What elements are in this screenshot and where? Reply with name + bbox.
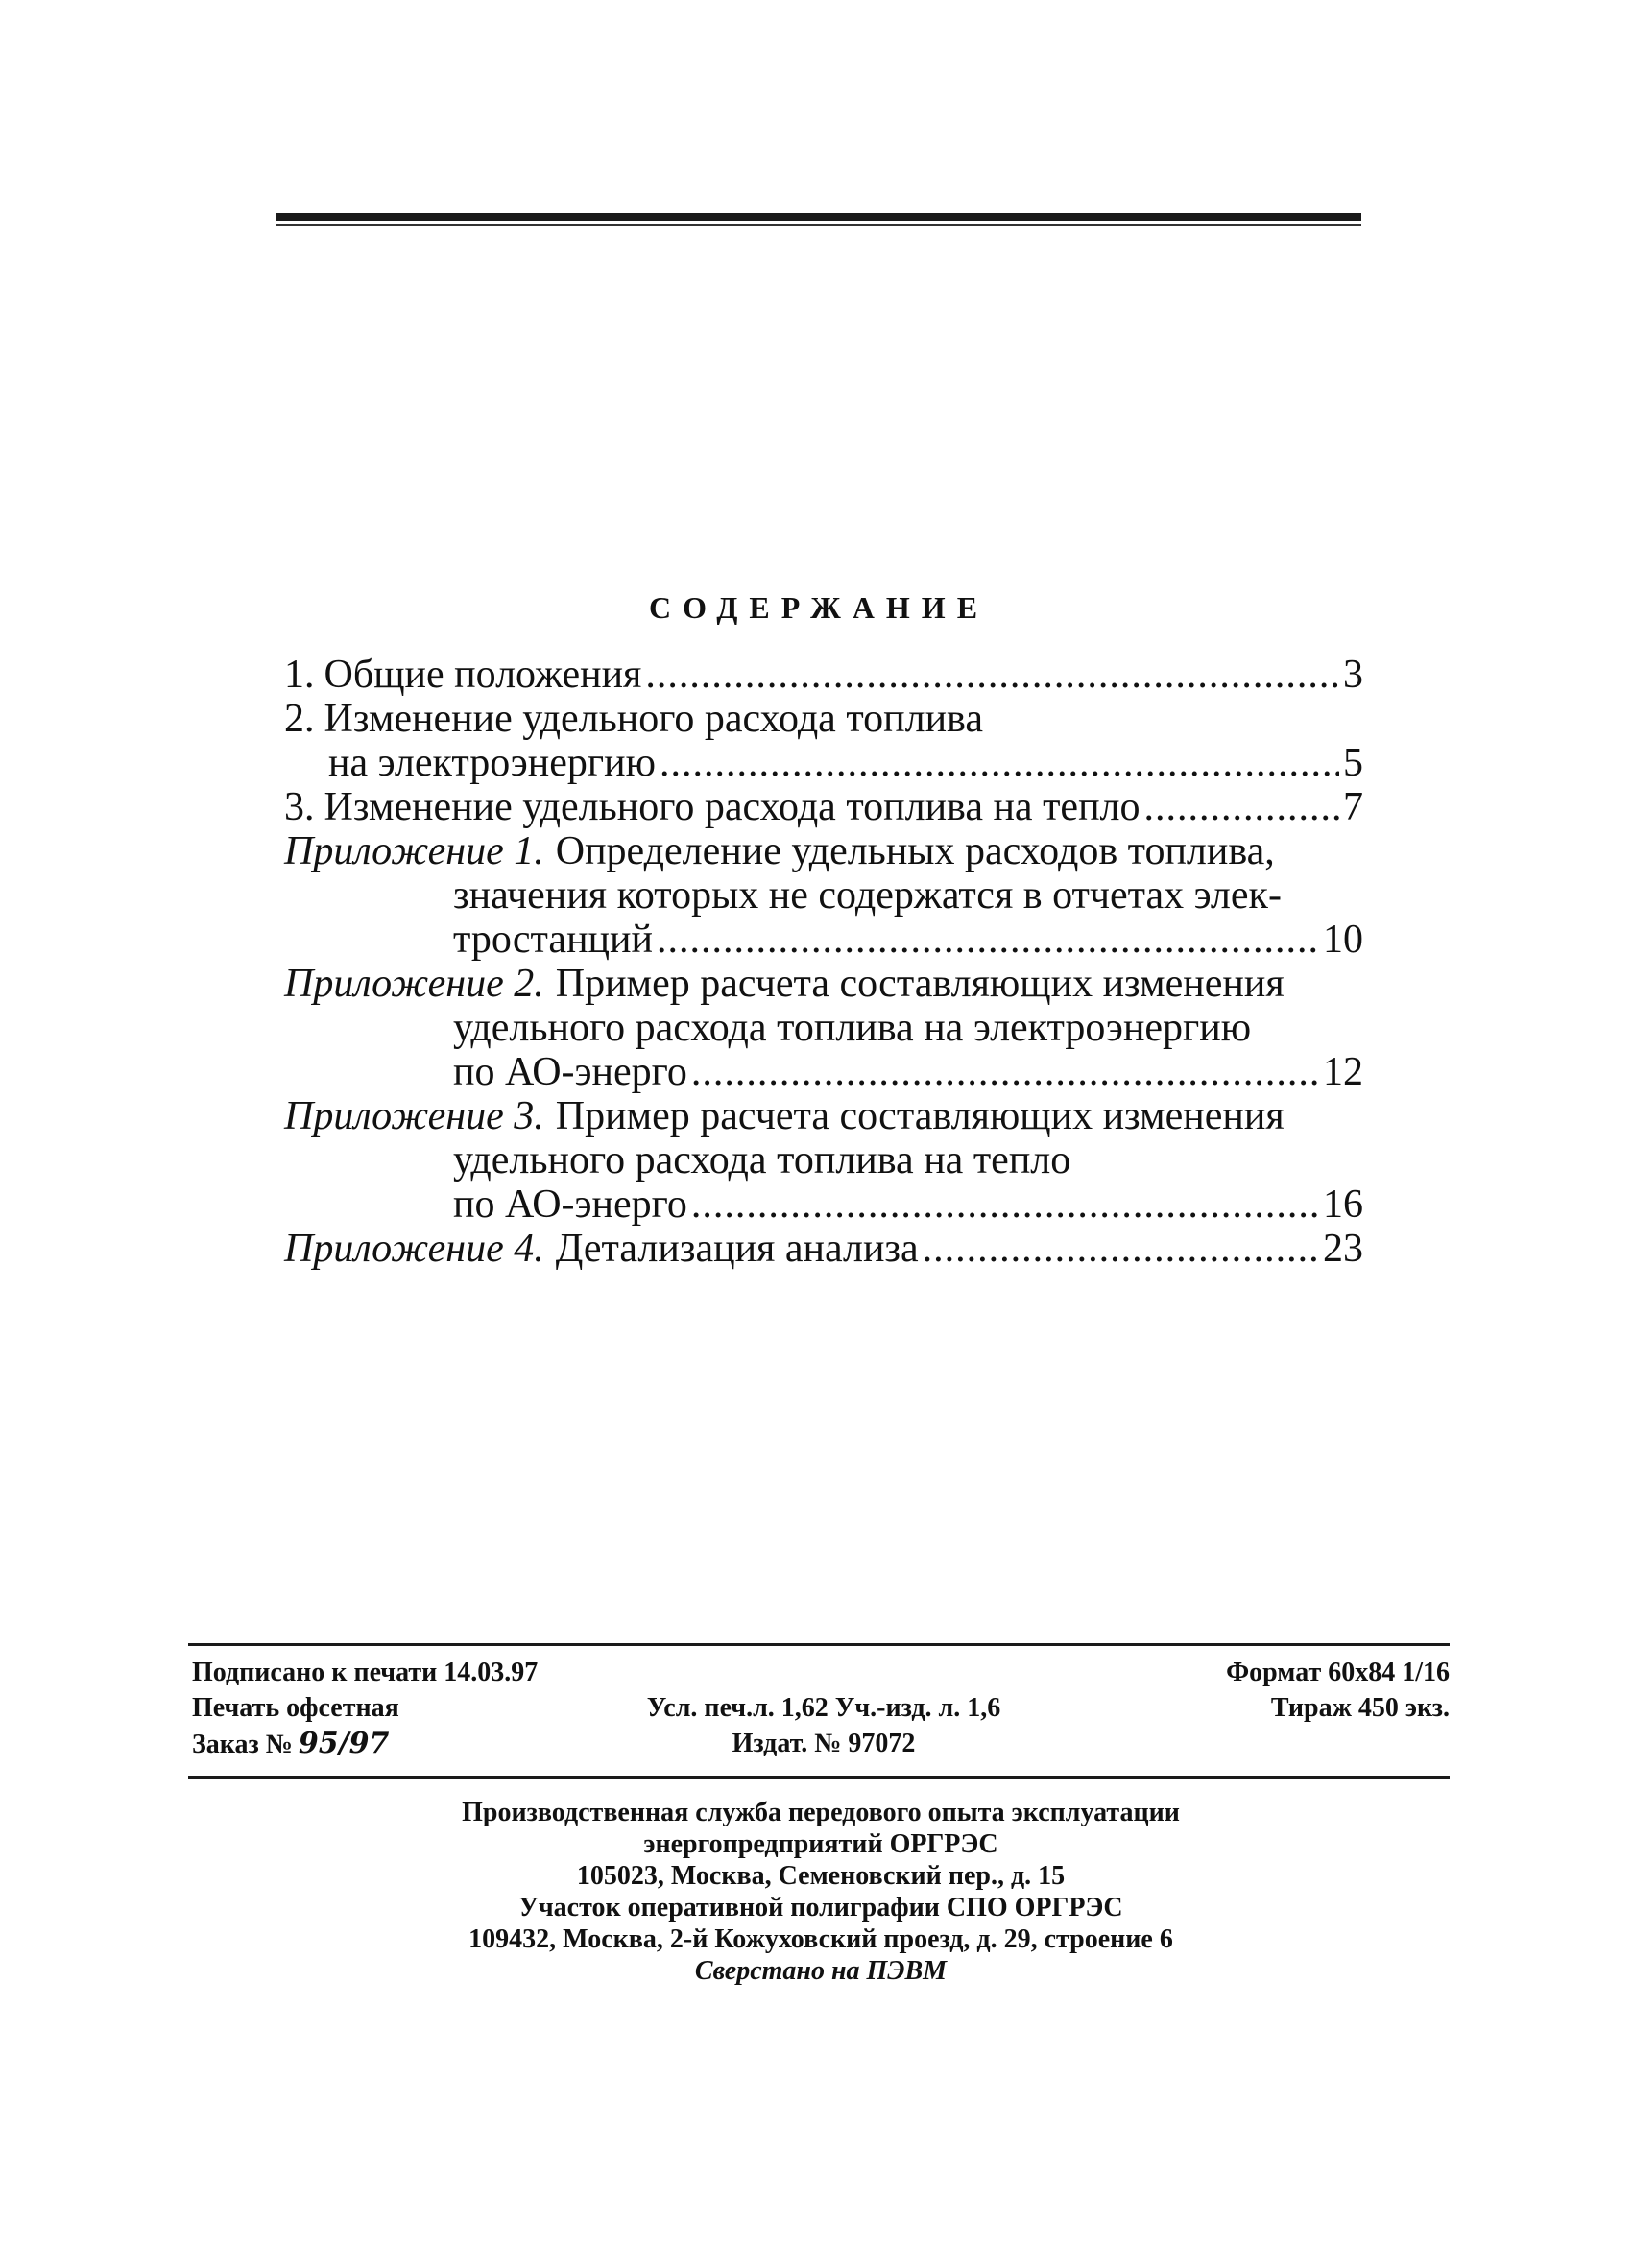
publisher-line: Производственная служба передового опыта эксплуатации xyxy=(462,1798,1180,1827)
publisher-typeset-note: Сверстано на ПЭВМ xyxy=(694,1956,948,1986)
toc-entry-appendix-1[interactable] xyxy=(284,829,1363,962)
imprint-order-number: 95/97 xyxy=(298,1727,390,1760)
imprint-circulation: Тираж 450 экз. xyxy=(1270,1693,1450,1723)
toc-leader-dots xyxy=(660,741,1339,785)
publisher-line: Участок оперативной полиграфии СПО ОРГРЭС xyxy=(518,1893,1123,1922)
toc-entry-page: 5 xyxy=(1343,741,1363,785)
toc-entry-text: Детализация анализа xyxy=(555,1227,919,1271)
toc-entry-text: Пример расчета составляющих изменения xyxy=(555,1094,1285,1138)
toc-title: СОДЕРЖАНИЕ xyxy=(648,590,990,625)
toc-entry-text: по АО-энерго xyxy=(453,1050,687,1094)
imprint-block xyxy=(192,1655,1450,1761)
toc-entry-3[interactable] xyxy=(284,785,1363,829)
toc-entry-number: 2. xyxy=(284,697,315,741)
imprint-print-type: Печать офсетная xyxy=(192,1693,399,1723)
publisher-line: 105023, Москва, Семеновский пер., д. 15 xyxy=(576,1861,1066,1891)
toc-entry-text: Определение удельных расходов топлива, xyxy=(555,829,1275,873)
toc-leader-dots xyxy=(657,918,1319,962)
toc-leader-dots xyxy=(691,1050,1319,1094)
toc-entry-1[interactable] xyxy=(284,653,1363,697)
toc-entry-page: 12 xyxy=(1323,1050,1363,1094)
toc-appendix-label: Приложение 4. xyxy=(284,1227,544,1271)
toc-entry-number: 1. xyxy=(284,653,315,697)
imprint-sheets: Усл. печ.л. 1,62 Уч.-изд. л. 1,6 xyxy=(646,1693,1001,1723)
toc-entry-number: 3. xyxy=(284,785,315,829)
toc-entry-appendix-4[interactable] xyxy=(284,1227,1363,1271)
toc-entry-text: Изменение удельного расхода топлива xyxy=(324,697,983,741)
imprint-row xyxy=(192,1655,1450,1690)
toc-entry-text: Пример расчета составляющих изменения xyxy=(555,962,1285,1006)
imprint-top-rule xyxy=(188,1643,1450,1646)
toc-leader-dots xyxy=(1144,785,1339,829)
toc-leader-dots xyxy=(691,1182,1319,1227)
toc-entry-text: Изменение удельного расхода топлива на тепло xyxy=(324,785,1141,829)
imprint-signed: Подписано к печати 14.03.97 xyxy=(192,1658,539,1687)
toc-entry-text: тростанций xyxy=(453,918,653,962)
imprint-publication: Издат. № 97072 xyxy=(732,1729,916,1758)
imprint-order-label: Заказ № xyxy=(192,1730,293,1759)
imprint-row xyxy=(192,1690,1450,1726)
table-of-contents xyxy=(284,653,1363,1271)
toc-appendix-label: Приложение 2. xyxy=(284,962,544,1006)
imprint-row xyxy=(192,1726,1450,1761)
toc-entry-page: 10 xyxy=(1323,918,1363,962)
toc-entry-text: по АО-энерго xyxy=(453,1182,687,1227)
publisher-block xyxy=(192,1797,1450,1987)
toc-entry-text: значения которых не содержатся в отчетах элек- xyxy=(453,873,1282,918)
toc-entry-2[interactable] xyxy=(284,697,1363,785)
top-rule-thin xyxy=(276,224,1361,226)
publisher-line: 109432, Москва, 2-й Кожуховский проезд, д. 29, строение 6 xyxy=(468,1924,1173,1954)
top-rule xyxy=(276,213,1361,221)
toc-leader-dots xyxy=(645,653,1339,697)
publisher-line: энергопредприятий ОРГРЭС xyxy=(643,1829,998,1859)
toc-entry-text: Общие положения xyxy=(324,653,642,697)
imprint-order xyxy=(192,1726,389,1762)
toc-appendix-label: Приложение 1. xyxy=(284,829,544,873)
toc-entry-text: удельного расхода топлива на тепло xyxy=(453,1138,1071,1182)
toc-entry-page: 16 xyxy=(1323,1182,1363,1227)
toc-leader-dots xyxy=(923,1227,1319,1271)
imprint-format: Формат 60x84 1/16 xyxy=(1226,1658,1450,1687)
toc-entry-page: 7 xyxy=(1343,785,1363,829)
toc-entry-page: 23 xyxy=(1323,1227,1363,1271)
toc-entry-appendix-3[interactable] xyxy=(284,1094,1363,1227)
toc-appendix-label: Приложение 3. xyxy=(284,1094,544,1138)
toc-entry-text: удельного расхода топлива на электроэнергию xyxy=(453,1006,1252,1050)
toc-entry-page: 3 xyxy=(1343,653,1363,697)
imprint-bottom-rule xyxy=(188,1776,1450,1779)
toc-entry-appendix-2[interactable] xyxy=(284,962,1363,1094)
toc-entry-text: на электроэнергию xyxy=(328,741,656,785)
